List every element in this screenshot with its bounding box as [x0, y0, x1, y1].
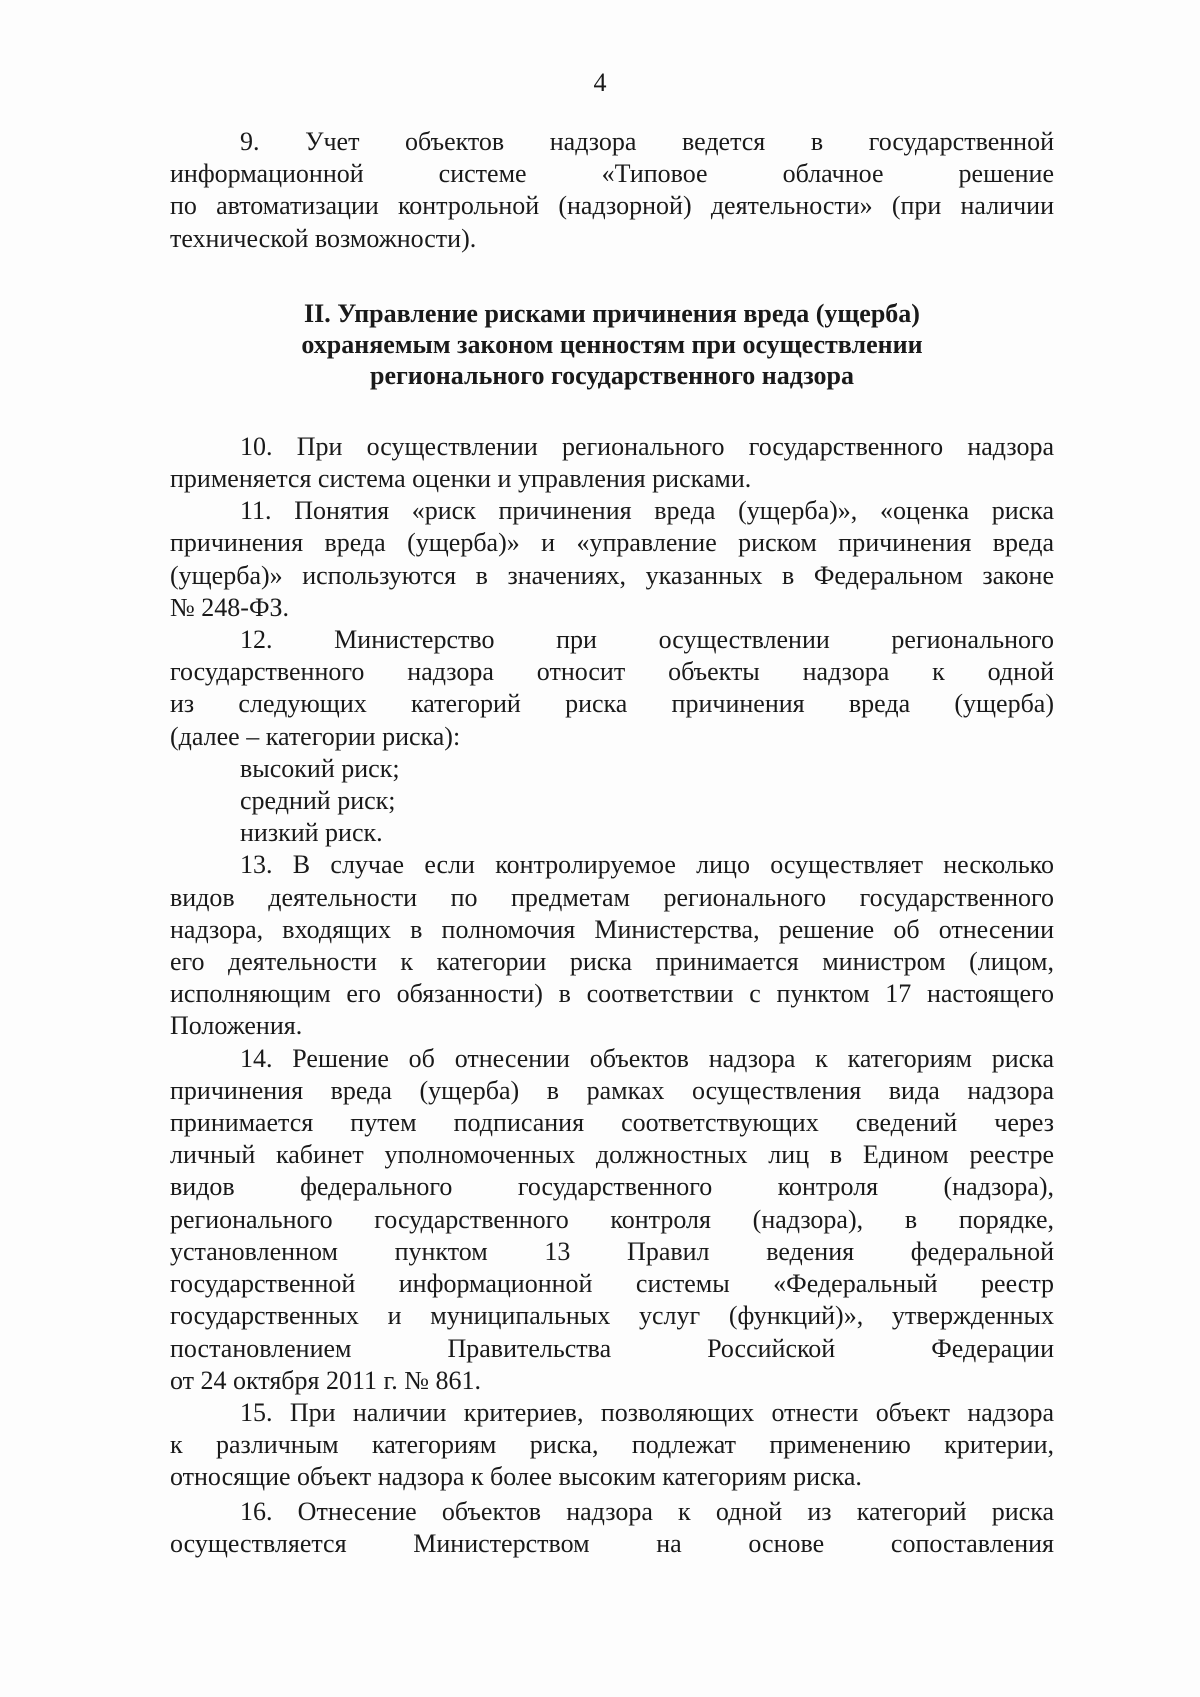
- text-line: осуществляется Министерством на основе сопоставления: [170, 1528, 1054, 1558]
- text-line: относящие объект надзора к более высоким категориям риска.: [170, 1462, 862, 1492]
- text-line: применяется система оценки и управления рисками.: [170, 464, 752, 494]
- text-line: видов деятельности по предметам регионального государственного: [170, 882, 1054, 912]
- text-line: постановлением Правительства Российской Федерации: [170, 1333, 1054, 1363]
- text-line: причинения вреда (ущерба)» и «управление риском причинения вреда: [170, 528, 1054, 558]
- text-line: исполняющим его обязанности) в соответствии с пунктом 17 настоящего: [170, 979, 1054, 1009]
- text-line: 11. Понятия «риск причинения вреда (ущерба)», «оценка риска: [240, 496, 1054, 526]
- text-line: видов федерального государственного контроля (надзора),: [170, 1172, 1054, 1202]
- heading-line: регионального государственного надзора: [369, 360, 855, 390]
- text-line: к различным категориям риска, подлежат применению критерии,: [170, 1430, 1054, 1460]
- text-line: от 24 октября 2011 г. № 861.: [170, 1365, 482, 1395]
- text-line: причинения вреда (ущерба) в рамках осуществления вида надзора: [170, 1075, 1054, 1105]
- text-line: государственного надзора относит объекты надзора к одной: [170, 657, 1054, 687]
- text-line: 14. Решение об отнесении объектов надзора к категориям риска: [240, 1043, 1054, 1073]
- text-line: регионального государственного контроля (надзора), в порядке,: [170, 1204, 1054, 1234]
- text-line: 10. При осуществлении регионального государственного надзора: [240, 431, 1054, 461]
- text-line: (далее – категории риска):: [170, 721, 461, 751]
- text-line: информационной системе «Типовое облачное решение: [170, 159, 1054, 189]
- text-line: (ущерба)» используются в значениях, указанных в Федеральном законе: [170, 560, 1054, 590]
- text-line: его деятельности к категории риска принимается министром (лицом,: [170, 947, 1054, 977]
- paragraph-10: [170, 431, 1054, 495]
- paragraph-12: [170, 624, 1054, 753]
- text-line: надзора, входящих в полномочия Министерства, решение об отнесении: [170, 914, 1054, 944]
- paragraph-9: [170, 126, 1054, 255]
- risk-category-list: [170, 753, 1054, 850]
- text-line: 15. При наличии критериев, позволяющих отнести объект надзора: [240, 1397, 1054, 1427]
- list-item: низкий риск.: [240, 818, 383, 848]
- text-line: технической возможности).: [170, 223, 477, 253]
- text-line: государственной информационной системы «Федеральный реестр: [170, 1269, 1054, 1299]
- document-body: [170, 126, 1054, 1560]
- text-line: личный кабинет уполномоченных должностных лиц в Едином реестре: [170, 1140, 1054, 1170]
- text-line: государственных и муниципальных услуг (функций)», утвержденных: [170, 1301, 1054, 1331]
- paragraph-11: [170, 495, 1054, 624]
- text-line: по автоматизации контрольной (надзорной) деятельности» (при наличии: [170, 191, 1054, 221]
- section-heading: [170, 298, 1054, 391]
- paragraph-16: [170, 1496, 1054, 1560]
- page-number: 4: [593, 68, 607, 97]
- text-line: принимается путем подписания соответствующих сведений через: [170, 1108, 1054, 1138]
- text-line: 13. В случае если контролируемое лицо осуществляет несколько: [240, 850, 1054, 880]
- text-line: из следующих категорий риска причинения вреда (ущерба): [170, 689, 1054, 719]
- paragraph-13: [170, 849, 1054, 1042]
- list-item: высокий риск;: [240, 753, 400, 783]
- text-line: № 248-ФЗ.: [170, 592, 290, 622]
- heading-line: охраняемым законом ценностям при осуществлении: [301, 329, 923, 359]
- text-line: 12. Министерство при осуществлении регионального: [240, 625, 1054, 655]
- text-line: 9. Учет объектов надзора ведется в государственной: [240, 127, 1054, 156]
- list-item: средний риск;: [240, 786, 396, 816]
- heading-line: II. Управление рисками причинения вреда (ущерба): [304, 298, 920, 328]
- paragraph-15: [170, 1397, 1054, 1494]
- text-line: 16. Отнесение объектов надзора к одной из категорий риска: [240, 1496, 1054, 1526]
- paragraph-14: [170, 1043, 1054, 1397]
- text-line: установленном пунктом 13 Правил ведения федеральной: [170, 1236, 1054, 1266]
- text-line: Положения.: [170, 1011, 303, 1041]
